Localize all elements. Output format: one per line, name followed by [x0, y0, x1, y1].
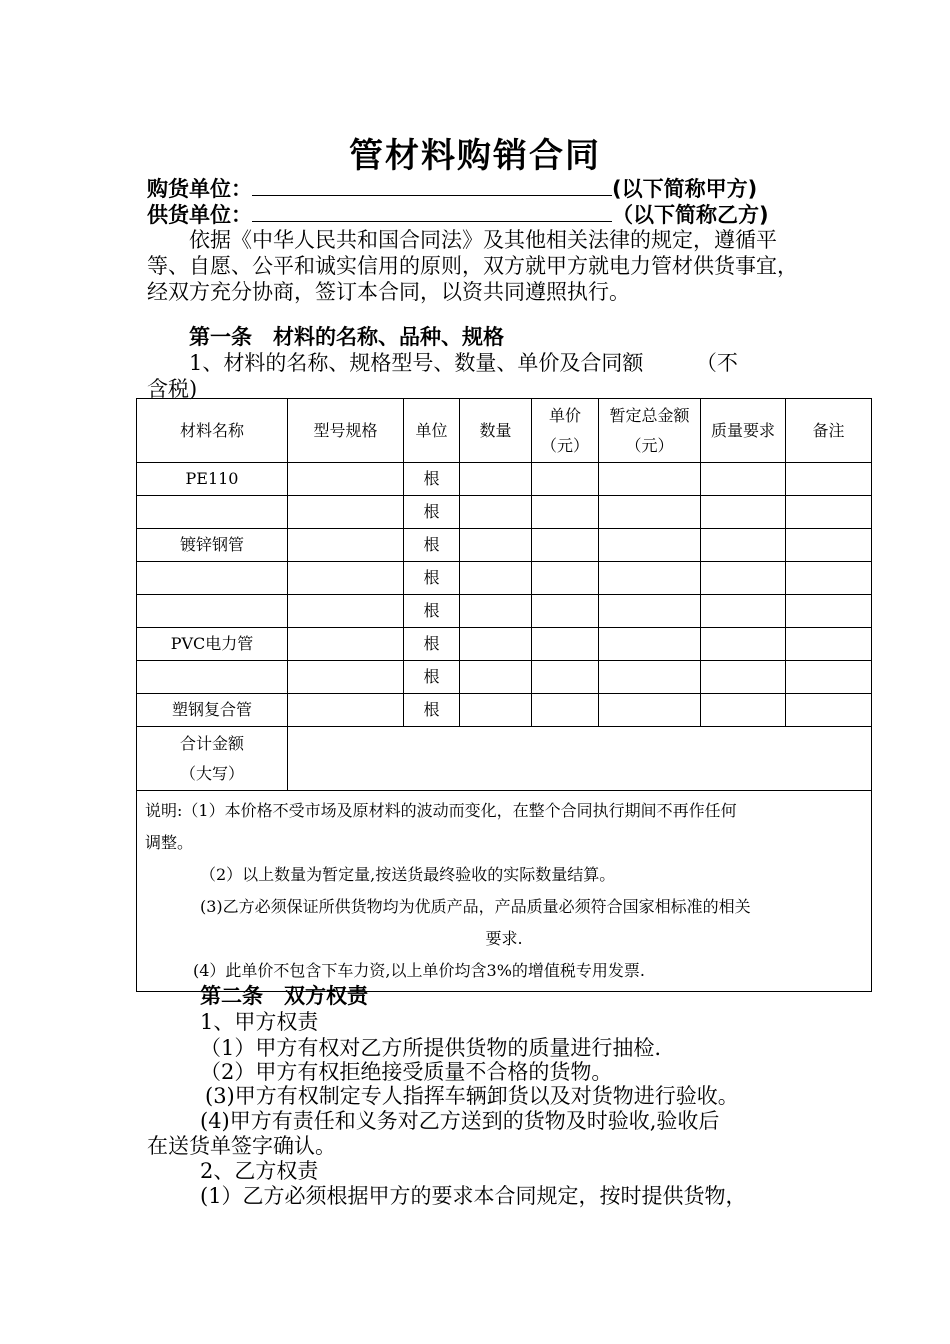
- table-row: [137, 562, 872, 595]
- material-name-cell: 塑钢复合管: [137, 694, 288, 727]
- table-row: [137, 529, 872, 562]
- note-4: (4）此单价不包含下车力资,以上单价均含3%的增值税专用发票.: [193, 961, 645, 980]
- amount-cell[interactable]: [599, 628, 701, 661]
- quantity-cell[interactable]: [460, 661, 532, 694]
- price-cell[interactable]: [532, 628, 599, 661]
- remark-cell[interactable]: [786, 661, 872, 694]
- price-cell[interactable]: [532, 694, 599, 727]
- header-cell: 数量: [460, 399, 532, 463]
- note-2: （2）以上数量为暂定量,按送货最终验收的实际数量结算。: [200, 865, 616, 884]
- table-header-row: [137, 399, 872, 463]
- quantity-cell[interactable]: [460, 694, 532, 727]
- table-row: [137, 628, 872, 661]
- remark-cell[interactable]: [786, 529, 872, 562]
- unit-cell: 根: [404, 496, 460, 529]
- total-row: [137, 727, 872, 791]
- amount-cell[interactable]: [599, 529, 701, 562]
- quality-cell[interactable]: [701, 463, 786, 496]
- buyer-label: 购货单位：: [147, 177, 252, 201]
- remark-cell[interactable]: [786, 496, 872, 529]
- material-name-cell: 镀锌钢管: [137, 529, 288, 562]
- party-a-right-4-cont: 在送货单签字确认。: [147, 1134, 336, 1158]
- notes-cell: [137, 791, 872, 992]
- quantity-cell[interactable]: [460, 595, 532, 628]
- table-row: [137, 496, 872, 529]
- material-name-cell: [137, 595, 288, 628]
- seller-line: [147, 201, 769, 228]
- intro-paragraph: 依据《中华人民共和国合同法》及其他相关法律的规定，遵循平等、自愿、公平和诚实信用的原则，双方就甲方就电力管材供货事宜，经双方充分协商，签订本合同，以资共同遵照执行。: [147, 228, 798, 304]
- quantity-cell[interactable]: [460, 562, 532, 595]
- price-cell[interactable]: [532, 595, 599, 628]
- price-cell[interactable]: [532, 661, 599, 694]
- spec-cell[interactable]: [288, 628, 404, 661]
- header-cell: 单价（元）: [532, 399, 599, 463]
- table-row: [137, 595, 872, 628]
- remark-cell[interactable]: [786, 562, 872, 595]
- quantity-cell[interactable]: [460, 496, 532, 529]
- buyer-suffix: (以下简称甲方): [612, 177, 758, 201]
- buyer-line: [147, 175, 757, 202]
- amount-cell[interactable]: [599, 595, 701, 628]
- article1-item1-line1: 1、材料的名称、规格型号、数量、单价及合同额 （不: [189, 351, 738, 375]
- unit-cell: 根: [404, 562, 460, 595]
- spec-cell[interactable]: [288, 529, 404, 562]
- seller-suffix: （以下简称乙方): [612, 203, 769, 227]
- seller-label: 供货单位：: [147, 203, 252, 227]
- quality-cell[interactable]: [701, 496, 786, 529]
- amount-cell[interactable]: [599, 496, 701, 529]
- spec-cell[interactable]: [288, 661, 404, 694]
- quantity-cell[interactable]: [460, 463, 532, 496]
- quality-cell[interactable]: [701, 661, 786, 694]
- article1-heading: 第一条 材料的名称、品种、规格: [189, 325, 504, 349]
- quality-cell[interactable]: [701, 529, 786, 562]
- material-name-cell: [137, 496, 288, 529]
- notes-row: [137, 791, 872, 992]
- amount-cell[interactable]: [599, 463, 701, 496]
- quantity-cell[interactable]: [460, 628, 532, 661]
- spec-cell[interactable]: [288, 694, 404, 727]
- table-row: [137, 661, 872, 694]
- total-amount-cell[interactable]: [288, 727, 872, 791]
- note-3: (3)乙方必须保证所供货物均为优质产品，产品质量必须符合国家相标准的相关: [200, 897, 751, 916]
- total-label-sub: （大写）: [179, 763, 244, 783]
- header-cell: 材料名称: [137, 399, 288, 463]
- header-cell: 备注: [786, 399, 872, 463]
- header-cell: 单位: [404, 399, 460, 463]
- total-label-cell: [137, 727, 288, 791]
- seller-blank[interactable]: [252, 201, 612, 222]
- remark-cell[interactable]: [786, 595, 872, 628]
- unit-cell: 根: [404, 463, 460, 496]
- party-a-right-3: (3)甲方有权制定专人指挥车辆卸货以及对货物进行验收。: [205, 1084, 739, 1108]
- unit-cell: 根: [404, 694, 460, 727]
- material-name-cell: [137, 562, 288, 595]
- materials-table: [136, 398, 872, 992]
- note-3-cont: 要求.: [485, 929, 523, 948]
- document-title: 管材料购销合同: [349, 136, 601, 176]
- spec-cell[interactable]: [288, 496, 404, 529]
- price-cell[interactable]: [532, 529, 599, 562]
- header-cell: 质量要求: [701, 399, 786, 463]
- buyer-blank[interactable]: [252, 175, 612, 196]
- unit-cell: 根: [404, 661, 460, 694]
- price-cell[interactable]: [532, 496, 599, 529]
- remark-cell[interactable]: [786, 694, 872, 727]
- quality-cell[interactable]: [701, 562, 786, 595]
- party-a-right-4: (4)甲方有责任和义务对乙方送到的货物及时验收,验收后: [200, 1109, 720, 1133]
- price-cell[interactable]: [532, 463, 599, 496]
- article1-item1-line2: 含税): [147, 377, 198, 401]
- material-name-cell: PE110: [137, 463, 288, 496]
- remark-cell[interactable]: [786, 463, 872, 496]
- party-b-right-1: (1）乙方必须根据甲方的要求本合同规定，按时提供货物，: [200, 1184, 747, 1208]
- material-name-cell: [137, 661, 288, 694]
- party-b-title: 2、乙方权责: [200, 1159, 319, 1183]
- amount-cell[interactable]: [599, 694, 701, 727]
- amount-cell[interactable]: [599, 661, 701, 694]
- material-name-cell: PVC电力管: [137, 628, 288, 661]
- total-label: 合计金额: [179, 733, 244, 753]
- party-a-right-2: （2）甲方有权拒绝接受质量不合格的货物。: [200, 1060, 613, 1084]
- party-a-right-1: （1）甲方有权对乙方所提供货物的质量进行抽检.: [200, 1036, 662, 1060]
- table-row: [137, 694, 872, 727]
- quality-cell[interactable]: [701, 595, 786, 628]
- header-cell: 型号规格: [288, 399, 404, 463]
- amount-cell[interactable]: [599, 562, 701, 595]
- price-cell[interactable]: [532, 562, 599, 595]
- spec-cell[interactable]: [288, 463, 404, 496]
- spec-cell[interactable]: [288, 562, 404, 595]
- header-cell: 暂定总金额（元）: [599, 399, 701, 463]
- quality-cell[interactable]: [701, 694, 786, 727]
- unit-cell: 根: [404, 628, 460, 661]
- quantity-cell[interactable]: [460, 529, 532, 562]
- remark-cell[interactable]: [786, 628, 872, 661]
- quality-cell[interactable]: [701, 628, 786, 661]
- note-1-cont: 调整。: [145, 833, 194, 852]
- spec-cell[interactable]: [288, 595, 404, 628]
- party-a-title: 1、甲方权责: [200, 1010, 319, 1034]
- article2-heading: 第二条 双方权责: [200, 984, 368, 1008]
- unit-cell: 根: [404, 529, 460, 562]
- note-1: 说明:（1）本价格不受市场及原材料的波动而变化，在整个合同执行期间不再作任何: [145, 801, 737, 820]
- table-row: [137, 463, 872, 496]
- unit-cell: 根: [404, 595, 460, 628]
